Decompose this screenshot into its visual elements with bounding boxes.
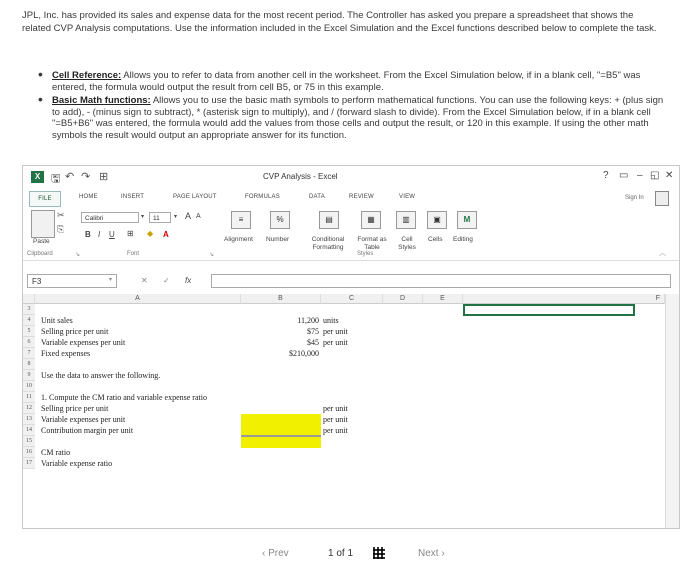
row-header[interactable]: 5: [23, 326, 35, 337]
prev-label: Prev: [268, 548, 289, 559]
cell-b4[interactable]: 11,200: [297, 316, 319, 325]
cell-a17[interactable]: Variable expense ratio: [41, 459, 113, 468]
cell-a14[interactable]: Contribution margin per unit: [41, 426, 134, 435]
borders-icon[interactable]: ⊞: [127, 229, 134, 238]
cell-c13[interactable]: per unit: [323, 415, 348, 424]
vertical-scrollbar[interactable]: [665, 294, 680, 528]
cell-c12[interactable]: per unit: [323, 404, 348, 413]
grow-font-button[interactable]: A: [185, 211, 192, 221]
cell-a11[interactable]: 1. Compute the CM ratio and variable expense ratio: [41, 393, 207, 402]
total-underline: [241, 435, 321, 437]
column-header-a[interactable]: A: [35, 294, 241, 304]
name-box[interactable]: F3: [27, 274, 117, 288]
cell-a13[interactable]: Variable expenses per unit: [41, 415, 126, 424]
row-header[interactable]: 13: [23, 414, 35, 425]
current-page: 1: [328, 548, 334, 559]
cut-icon[interactable]: ✂: [57, 210, 65, 220]
row-header[interactable]: 4: [23, 315, 35, 326]
tab-data[interactable]: DATA: [309, 194, 325, 200]
bold-button[interactable]: B: [85, 230, 91, 239]
ribbon-display-icon[interactable]: ▭: [619, 170, 629, 181]
row-header[interactable]: 16: [23, 447, 35, 458]
bullet-text: Allows you to refer to data from another cell in the worksheet. From the Excel Simulation below, if in a blank cell, "=B5" was entered, the formula would output the result from cell B5, or 75 in this example.: [52, 70, 641, 93]
cell-c6[interactable]: per unit: [323, 338, 348, 347]
underline-button[interactable]: U: [109, 230, 115, 239]
page-grid-icon[interactable]: [373, 547, 385, 559]
undo-icon[interactable]: ↶: [65, 171, 75, 183]
page-of: of: [336, 548, 345, 559]
cell-styles-button[interactable]: Cell Styles: [398, 236, 416, 251]
cell-a6[interactable]: Variable expenses per unit: [41, 338, 126, 347]
excel-logo-icon: X: [31, 171, 44, 183]
tab-page-layout[interactable]: PAGE LAYOUT: [173, 194, 217, 200]
restore-button[interactable]: ◱: [650, 170, 660, 181]
conditional-formatting-icon[interactable]: ▤: [319, 211, 339, 229]
bullet-term: Cell Reference:: [52, 70, 122, 81]
clipboard-launcher-icon[interactable]: ↘: [75, 252, 81, 258]
ribbon-home: [23, 208, 679, 261]
chevron-down-icon[interactable]: ▾: [141, 214, 145, 220]
next-button[interactable]: Next ›: [418, 548, 445, 559]
row-header[interactable]: 15: [23, 436, 35, 447]
instruction-list: [38, 70, 668, 143]
list-item: [38, 95, 668, 141]
font-name-select[interactable]: Calibri: [81, 212, 139, 223]
collapse-ribbon-icon[interactable]: ︿: [659, 250, 666, 257]
column-header-b[interactable]: B: [241, 294, 321, 304]
formula-bar: [23, 270, 679, 288]
spreadsheet-grid: [23, 294, 679, 528]
next-label: Next: [418, 548, 439, 559]
enter-icon[interactable]: ✓: [163, 276, 170, 285]
tab-home[interactable]: HOME: [79, 194, 98, 200]
pager: [0, 538, 700, 560]
minimize-button[interactable]: –: [637, 170, 643, 181]
select-all-corner[interactable]: [23, 294, 35, 304]
tab-formulas[interactable]: FORMULAS: [245, 194, 280, 200]
shrink-font-button[interactable]: A: [196, 213, 201, 220]
selected-cell-f3[interactable]: [463, 304, 635, 316]
row-header[interactable]: 14: [23, 425, 35, 436]
chevron-down-icon[interactable]: ▾: [109, 277, 113, 283]
cell-a7[interactable]: Fixed expenses: [41, 349, 91, 358]
cell-c4[interactable]: units: [323, 316, 339, 325]
save-icon[interactable]: 🖫: [51, 173, 61, 185]
alignment-icon[interactable]: ≡: [231, 211, 251, 229]
font-group-label: Font: [127, 251, 140, 257]
cell-c14[interactable]: per unit: [323, 426, 348, 435]
cell-b6[interactable]: $45: [307, 338, 319, 347]
percent-icon[interactable]: %: [270, 211, 290, 229]
title-bar: [23, 166, 679, 188]
cell-b5[interactable]: $75: [307, 327, 319, 336]
intro-paragraph: JPL, Inc. has provided its sales and expense data for the most recent period. The Controller has asked you prepare a spreadsheet that shows the related CVP Analysis computations. Use the information included in the Excel Simulation and the Excel functions described below to complete the task.: [22, 10, 657, 34]
cell-b7[interactable]: $210,000: [289, 349, 319, 358]
tab-view[interactable]: VIEW: [399, 194, 416, 200]
font-launcher-icon[interactable]: ↘: [209, 252, 215, 258]
clipboard-group-label: Clipboard: [27, 251, 53, 257]
column-header-e[interactable]: E: [423, 294, 463, 304]
column-header-f[interactable]: F: [463, 294, 665, 304]
answer-cell-b12[interactable]: [241, 414, 321, 425]
cancel-icon[interactable]: ✕: [141, 276, 148, 285]
number-button[interactable]: Number: [266, 236, 290, 243]
redo-icon[interactable]: ↷: [81, 171, 91, 183]
total-pages: 1: [347, 548, 354, 559]
editing-icon[interactable]: M: [457, 211, 477, 229]
row-header[interactable]: 8: [23, 359, 35, 370]
paste-icon[interactable]: [31, 210, 55, 238]
cell-a9[interactable]: Use the data to answer the following.: [41, 371, 161, 380]
format-as-table-icon[interactable]: ▦: [361, 211, 381, 229]
paste-button[interactable]: Paste: [33, 238, 50, 245]
format-as-table-button[interactable]: Format as Table: [357, 236, 387, 251]
list-item: [38, 70, 668, 93]
bullet-term: Basic Math functions:: [52, 95, 151, 106]
ribbon-tabs: [23, 189, 679, 207]
font-color-icon[interactable]: A: [163, 230, 169, 239]
cell-a16[interactable]: CM ratio: [41, 448, 71, 457]
cell-c5[interactable]: per unit: [323, 327, 348, 336]
column-header-c[interactable]: C: [321, 294, 383, 304]
chevron-down-icon[interactable]: ▾: [174, 214, 178, 220]
bullet-text: Allows you to use the basic math symbols to perform mathematical functions. You can use the following keys: + (plus sign to add), - (minus sign to subtract), * (asterisk sign to multiply), and / (forward slash to divide). From the Excel Simulation below, if in a blank cell "=B5+B6" was entered, the formula would add the values from those cells and output the result, or 120 in this example. If using the other math symbols the result would output an appropriate answer for its function.: [52, 95, 664, 141]
row-header[interactable]: 11: [23, 392, 35, 403]
row-header[interactable]: 6: [23, 337, 35, 348]
editing-button[interactable]: Editing: [453, 236, 473, 243]
fill-color-icon[interactable]: ◆: [147, 229, 154, 238]
font-size-select[interactable]: 11: [149, 212, 171, 223]
cell-styles-icon[interactable]: ▥: [396, 211, 416, 229]
sign-in-link[interactable]: Sign In: [625, 195, 644, 201]
window-title: CVP Analysis - Excel: [263, 172, 338, 181]
italic-button[interactable]: I: [98, 230, 101, 239]
insert-function-icon[interactable]: fx: [185, 276, 192, 285]
row-header[interactable]: 17: [23, 458, 35, 469]
close-button[interactable]: ✕: [665, 170, 674, 181]
cell-a4[interactable]: Unit sales: [41, 316, 73, 325]
answer-cell-b14[interactable]: [241, 437, 321, 448]
tab-file[interactable]: FILE: [29, 191, 61, 207]
copy-icon[interactable]: ⎘: [57, 224, 65, 234]
row-header[interactable]: 7: [23, 348, 35, 359]
quick-access-icon[interactable]: ⊞: [99, 171, 109, 183]
styles-group-label: Styles: [357, 251, 374, 257]
tab-insert[interactable]: INSERT: [121, 194, 145, 200]
cells-button[interactable]: Cells: [428, 236, 443, 243]
column-header-d[interactable]: D: [383, 294, 423, 304]
alignment-button[interactable]: Alignment: [224, 236, 253, 243]
avatar[interactable]: [655, 191, 669, 206]
cells-icon[interactable]: ▣: [427, 211, 447, 229]
page-indicator: [328, 548, 353, 559]
cell-a5[interactable]: Selling price per unit: [41, 327, 109, 336]
tab-review[interactable]: REVIEW: [349, 194, 374, 200]
prev-button[interactable]: ‹ Prev: [262, 548, 289, 559]
cell-a12[interactable]: Selling price per unit: [41, 404, 109, 413]
conditional-formatting-button[interactable]: Conditional Formatting: [311, 236, 345, 251]
formula-input[interactable]: [211, 274, 671, 288]
row-header[interactable]: 10: [23, 381, 35, 392]
help-icon[interactable]: ?: [603, 170, 609, 181]
row-header[interactable]: 12: [23, 403, 35, 414]
excel-window: [22, 165, 680, 529]
row-header[interactable]: 9: [23, 370, 35, 381]
row-header[interactable]: 3: [23, 304, 35, 315]
